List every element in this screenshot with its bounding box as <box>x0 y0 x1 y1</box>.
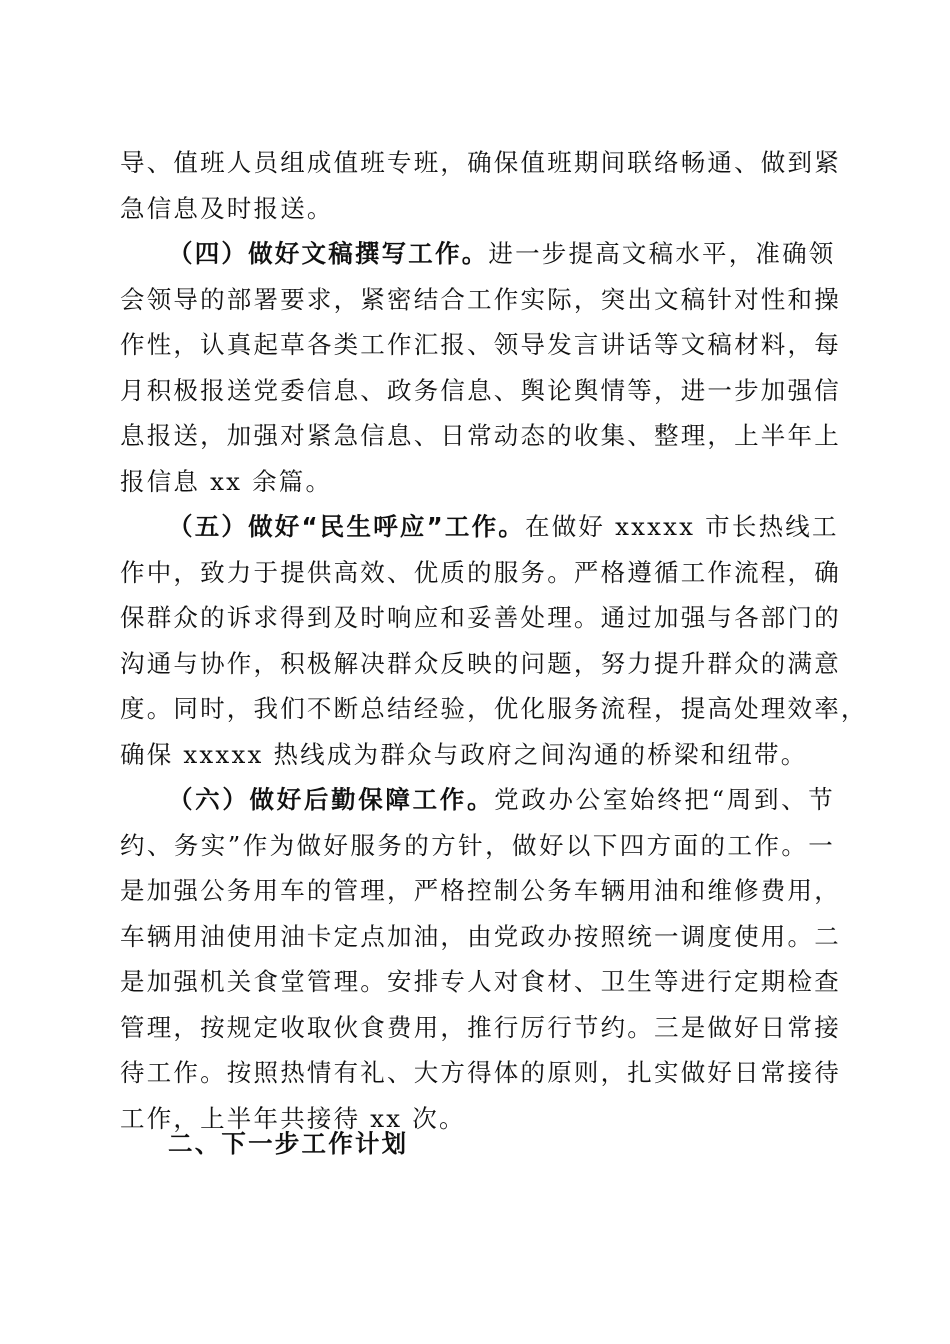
text-line: 月积极报送党委信息、政务信息、舆论舆情等，进一步加强信 <box>120 375 841 405</box>
text-line: 约、务实”作为做好服务的方针，做好以下四方面的工作。一 <box>120 830 835 860</box>
text-line: 待工作。按照热情有礼、大方得体的原则，扎实做好日常接待 <box>120 1058 841 1087</box>
text-line: 车辆用油使用油卡定点加油，由党政办按照统一调度使用。二 <box>120 921 841 951</box>
text-line: 息报送，加强对紧急信息、日常动态的收集、整理，上半年上 <box>120 421 841 450</box>
text-fragment: 在做好 xxxxx 市长热线工 <box>525 512 839 541</box>
text-line: 保群众的诉求得到及时响应和妥善处理。通过加强与各部门的 <box>120 603 841 632</box>
paragraph-heading: （四）做好文稿撰写工作。 <box>168 239 489 268</box>
text-line: 会领导的部署要求，紧密结合工作实际，突出文稿针对性和操 <box>120 284 841 314</box>
paragraph-heading: （五）做好“民生呼应”工作。 <box>168 512 526 541</box>
paragraph-first-line <box>120 504 839 550</box>
text-line: 度。同时，我们不断总结经验，优化服务流程，提高处理效率， <box>120 694 868 723</box>
paragraph-first-line <box>120 777 835 823</box>
text-line: 作中，致力于提供高效、优质的服务。严格遵循工作流程，确 <box>120 557 841 587</box>
text-line: 作性，认真起草各类工作汇报、领导发言讲话等文稿材料，每 <box>120 330 841 359</box>
text-line: 管理，按规定收取伙食费用，推行厉行节约。三是做好日常接 <box>120 1012 841 1042</box>
text-line: 是加强公务用车的管理，严格控制公务车辆用油和维修费用， <box>120 876 841 905</box>
text-line: 报信息 xx 余篇。 <box>120 466 333 496</box>
text-line: 确保 xxxxx 热线成为群众与政府之间沟通的桥梁和纽带。 <box>120 739 808 769</box>
section-heading: 二、下一步工作计划 <box>168 1129 409 1158</box>
document-body <box>120 140 868 1141</box>
text-line: 导、值班人员组成值班专班，确保值班期间联络畅通、做到紧 <box>120 148 841 177</box>
text-line: 是加强机关食堂管理。安排专人对食材、卫生等进行定期检查 <box>120 967 841 996</box>
paragraph-first-line <box>120 231 835 277</box>
text-fragment: 进一步提高文稿水平，准确领 <box>488 239 836 268</box>
text-line: 工作，上半年共接待 xx 次。 <box>120 1103 466 1133</box>
text-fragment: 党政办公室始终把“周到、节 <box>494 785 835 814</box>
text-line: 沟通与协作，积极解决群众反映的问题，努力提升群众的满意 <box>120 648 841 678</box>
paragraph-heading: （六）做好后勤保障工作。 <box>168 785 495 814</box>
text-line: 急信息及时报送。 <box>120 193 334 223</box>
